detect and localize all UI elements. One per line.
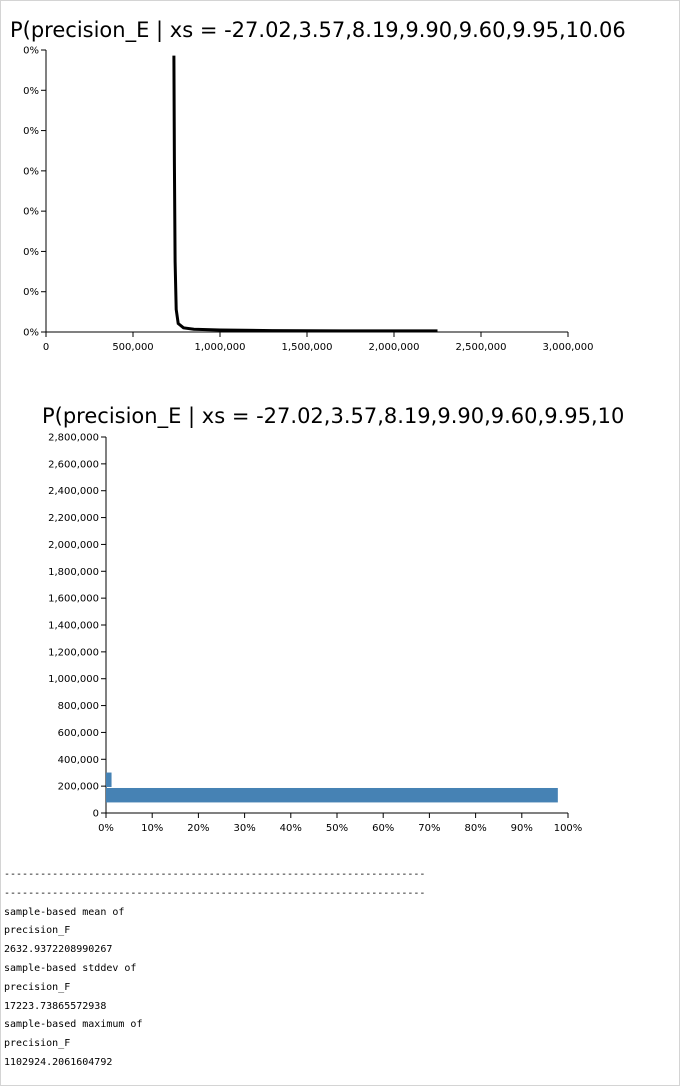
y-tick-label: 0% [23,246,39,258]
x-tick-label: 20% [187,823,210,834]
x-tick-label: 90% [510,823,533,834]
y-tick-label: 0% [23,327,39,339]
console-line: precision_F [4,981,71,993]
y-tick-label: 1,600,000 [48,593,99,605]
y-tick-label: 1,800,000 [48,566,99,578]
y-tick-label: 0% [23,287,39,299]
console-line: 1102924.2061604792 [4,1056,113,1068]
x-tick-label: 80% [464,823,487,834]
density-chart [0,0,680,380]
x-tick-label: 3,000,000 [542,342,594,353]
console-line: 17223.73865572938 [4,1000,107,1012]
console-output [4,866,425,1073]
x-tick-label: 0% [98,823,114,834]
x-tick-label: 100% [553,823,583,834]
y-tick-label: 0% [23,45,39,57]
histogram-chart [0,400,680,850]
y-tick-label: 200,000 [57,781,99,793]
histogram-bar [106,773,112,787]
console-line: precision_F [4,925,71,937]
x-tick-label: 500,000 [112,342,154,353]
x-tick-label: 50% [325,823,349,834]
y-tick-label: 2,200,000 [48,513,99,525]
y-tick-label: 800,000 [57,701,99,713]
y-tick-label: 1,400,000 [48,620,99,632]
histogram-bar [106,788,558,802]
x-tick-label: 40% [279,823,302,834]
y-tick-label: 400,000 [57,754,99,766]
x-tick-label: 70% [418,823,441,834]
y-tick-label: 0% [23,126,39,138]
x-tick-label: 30% [233,823,256,834]
x-tick-label: 2,500,000 [455,342,507,353]
y-tick-label: 0 [92,808,99,820]
x-tick-label: 60% [372,823,395,834]
y-tick-label: 2,400,000 [48,486,99,498]
console-line: sample-based stddev of [4,962,137,974]
y-tick-label: 1,200,000 [48,647,99,659]
x-tick-label: 10% [141,823,164,834]
density-line [174,56,438,331]
y-tick-label: 0% [23,206,39,218]
y-tick-label: 2,600,000 [48,459,99,471]
x-tick-label: 0 [42,342,50,353]
chart1-title: P(precision_E | xs = -27.02,3.57,8.19,9.90,9.60,9.95,10.06 [10,18,626,42]
x-tick-label: 2,000,000 [368,342,420,353]
y-tick-label: 2,000,000 [48,539,99,551]
y-tick-label: 1,000,000 [48,674,99,686]
chart2-title: P(precision_E | xs = -27.02,3.57,8.19,9.90,9.60,9.95,10 [42,404,625,428]
y-tick-label: 600,000 [57,727,99,739]
y-tick-label: 0% [23,166,39,178]
console-line: ---------------------------------------------------------------------- [4,869,426,880]
y-tick-label: 0% [23,85,39,97]
console-line: precision_F [4,1038,71,1050]
y-tick-label: 2,800,000 [48,432,99,444]
console-line: 2632.9372208990267 [4,944,113,956]
x-tick-label: 1,000,000 [194,342,246,353]
console-line: ---------------------------------------------------------------------- [4,887,426,899]
x-tick-label: 1,500,000 [281,342,333,353]
console-line: sample-based maximum of [4,1019,143,1031]
console-line: sample-based mean of [4,906,125,918]
